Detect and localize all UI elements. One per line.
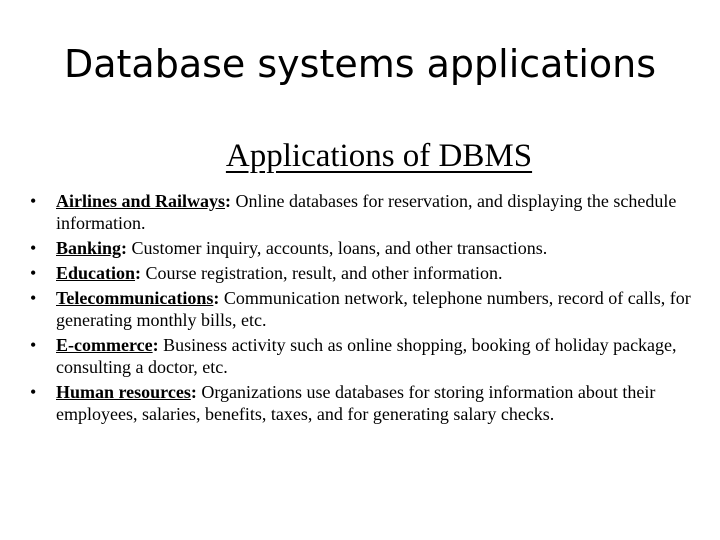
bullet-icon: • (30, 335, 37, 355)
bullet-icon: • (30, 263, 37, 283)
item-separator: : (225, 191, 232, 211)
dbms-applications-image (20, 136, 700, 476)
item-text: Communication network, telephone numbers, record of calls, for generating monthly bills, etc. (56, 288, 691, 330)
item-text: Online databases for reservation, and displaying the schedule information. (56, 191, 677, 233)
bullet-icon: • (30, 288, 37, 308)
bullet-icon: • (30, 191, 37, 211)
item-separator: : (190, 382, 197, 402)
list-item (20, 262, 700, 284)
item-text: Course registration, result, and other information. (141, 263, 503, 283)
item-text: Organizations use databases for storing information about their employees, salaries, benefits, taxes, and for generating salary checks. (56, 382, 656, 424)
item-separator: : (152, 335, 159, 355)
item-separator: : (121, 238, 128, 258)
item-text: Business activity such as online shopping, booking of holiday package, consulting a doctor, etc. (56, 335, 677, 377)
list-item (20, 381, 700, 425)
item-term: Banking (56, 238, 122, 258)
item-term: E-commerce (56, 335, 153, 355)
item-term: Education (56, 263, 136, 283)
item-term: Telecommunications (56, 288, 214, 308)
bullet-icon: • (30, 382, 37, 402)
list-item (20, 237, 700, 259)
list-item (20, 190, 700, 234)
bullet-icon: • (30, 238, 37, 258)
slide-title: Database systems applications (63, 42, 657, 86)
item-term: Human resources (56, 382, 191, 402)
item-separator: : (135, 263, 142, 283)
item-text: Customer inquiry, accounts, loans, and other transactions. (127, 238, 548, 258)
image-heading (20, 136, 700, 176)
list-item (20, 334, 700, 378)
item-separator: : (213, 288, 220, 308)
applications-list (20, 190, 700, 425)
image-heading-text: Applications of DBMS (225, 138, 533, 174)
list-item (20, 287, 700, 331)
item-term: Airlines and Railways (56, 191, 226, 211)
